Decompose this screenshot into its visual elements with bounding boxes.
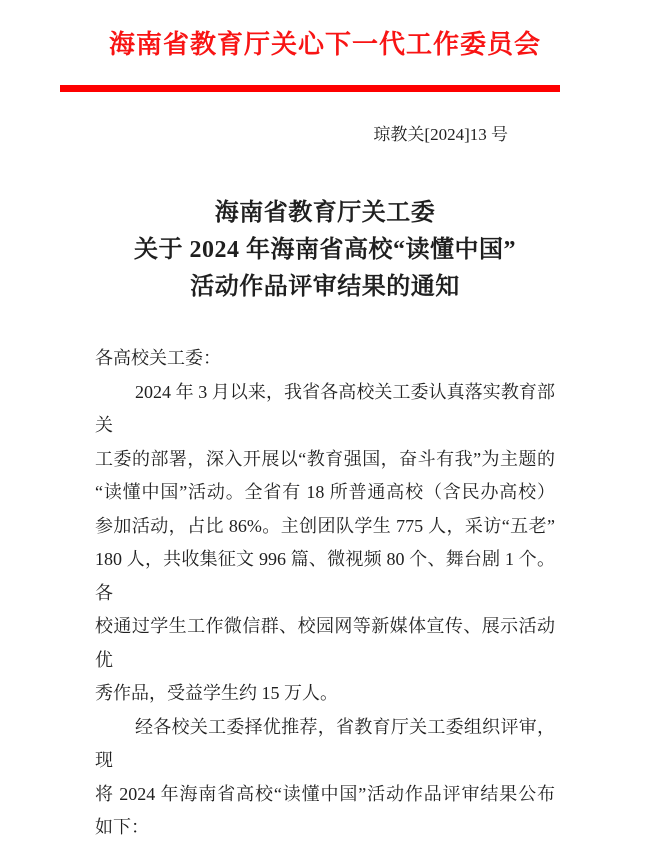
body-line: 将 2024 年海南省高校“读懂中国”活动作品评审结果公布: [95, 783, 555, 804]
salutation-line: 各高校关工委：: [95, 348, 221, 368]
body-line: 参加活动，占比 86%。主创团队学生 775 人，采访“五老”: [95, 515, 555, 536]
body-line: “读懂中国”活动。全省有 18 所普通高校（含民办高校）: [95, 482, 555, 502]
body-line: 校通过学生工作微信群、校园网等新媒体宣传、展示活动优: [95, 616, 555, 670]
document-number: 琼教关[2024]13 号: [373, 125, 508, 144]
body-line: 2024 年 3 月以来，我省各高校关工委认真落实教育部关: [95, 381, 555, 435]
document-title-line-3: 活动作品评审结果的通知: [190, 274, 460, 300]
body-line: 经各校关工委择优推荐，省教育厅关工委组织评审，现: [95, 716, 555, 770]
body-line: 180 人，共收集征文 996 篇、微视频 80 个、舞台剧 1 个。各: [95, 549, 555, 603]
letterhead-divider-rule: [60, 85, 560, 92]
document-body: [95, 342, 555, 845]
letterhead-org-name: 海南省教育厅关心下一代工作委员会: [108, 30, 541, 59]
body-line: 工委的部署，深入开展以“教育强国，奋斗有我”为主题的: [95, 448, 555, 469]
document-title: [0, 195, 650, 306]
document-title-line-2: 关于 2024 年海南省高校“读懂中国”: [134, 237, 516, 263]
body-line: 如下：: [95, 817, 149, 837]
body-line: 秀作品，受益学生约 15 万人。: [95, 683, 338, 703]
document-title-line-1: 海南省教育厅关工委: [214, 200, 436, 226]
